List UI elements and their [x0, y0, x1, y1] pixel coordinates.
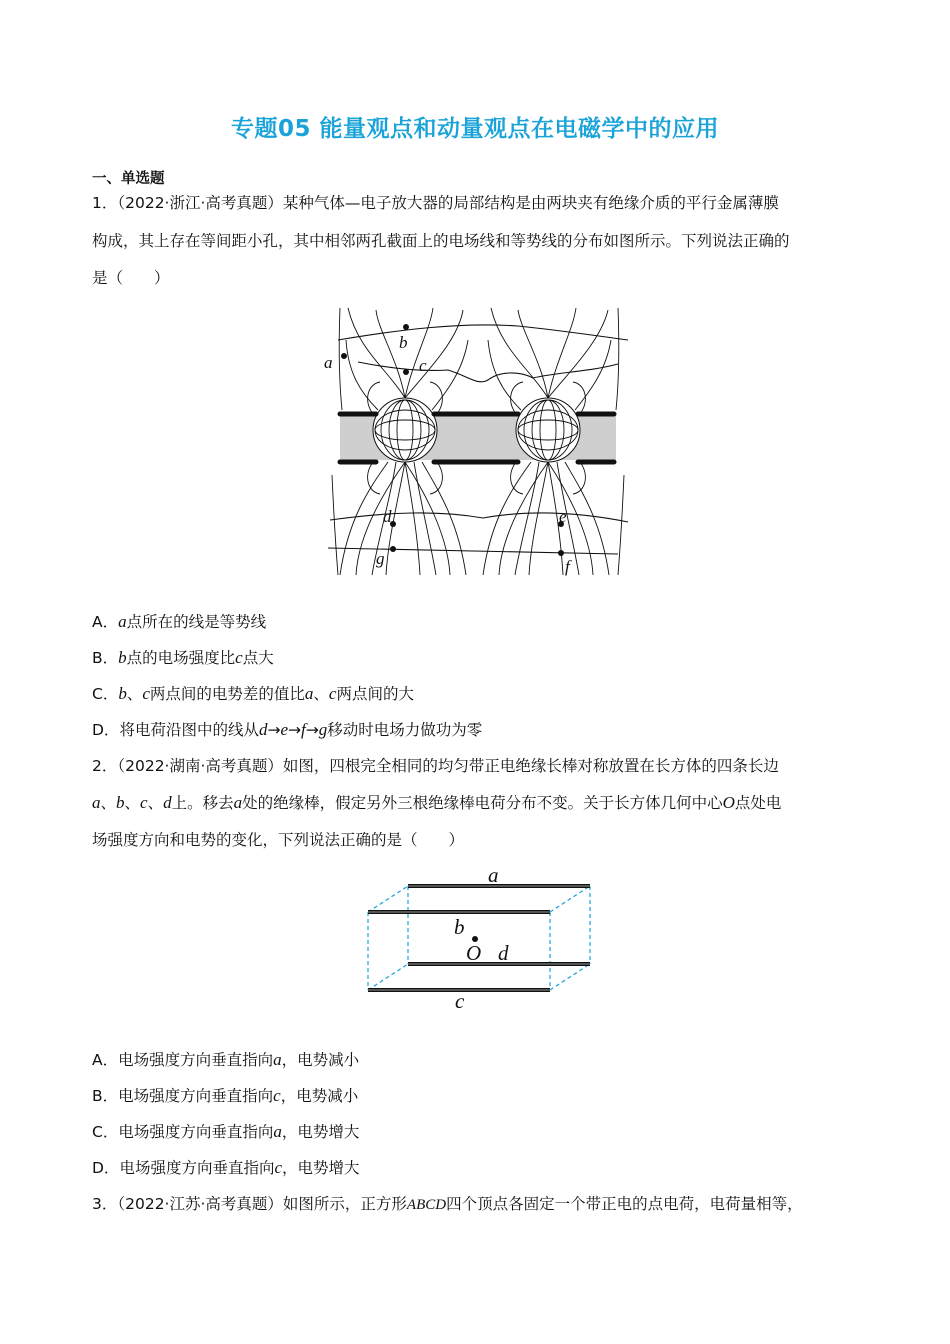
option-prefix: A．	[92, 613, 119, 631]
arrow: →	[288, 721, 301, 739]
q2-option-c[interactable]	[92, 1120, 359, 1144]
q2-label-a: a	[488, 863, 499, 887]
variable: a	[273, 1050, 282, 1069]
variable: c	[274, 1158, 282, 1177]
q1-label-d: d	[383, 507, 392, 526]
q1-option-d[interactable]	[92, 718, 482, 742]
variable: b	[118, 648, 127, 667]
q1-label-b: b	[399, 333, 408, 352]
variable: e	[280, 720, 288, 739]
arrow: →	[267, 721, 281, 739]
variable: a	[118, 612, 127, 631]
q3-stem-line1	[92, 1192, 803, 1217]
q1-label-g: g	[376, 549, 385, 568]
variable: c	[273, 1086, 281, 1105]
option-text: 电场强度方向垂直指向	[119, 1159, 275, 1177]
variable: d	[163, 793, 172, 812]
q1-label-e: e	[559, 507, 567, 526]
q1-option-c[interactable]	[92, 682, 414, 706]
variable: f	[301, 720, 306, 739]
option-text: 点的电场强度比	[126, 649, 236, 667]
option-prefix: C．	[92, 685, 119, 703]
q2-option-a[interactable]	[92, 1048, 359, 1072]
q2-box-figure	[360, 862, 600, 1012]
stem-text: 上。移去	[171, 794, 234, 812]
option-text: 移动时电场力做功为零	[327, 721, 483, 739]
option-prefix: D．	[92, 721, 120, 739]
variable: g	[318, 720, 328, 739]
option-prefix: B．	[92, 1087, 119, 1105]
option-text: 电场强度方向垂直指向	[118, 1123, 274, 1141]
option-prefix: D．	[92, 1159, 120, 1177]
q2-stem-line2	[92, 791, 781, 815]
separator: 、	[147, 794, 164, 812]
option-text: 电场强度方向垂直指向	[118, 1087, 274, 1105]
q2-stem-line1: 2．（2022·湖南·高考真题）如图，四根完全相同的均匀带正电绝缘长棒对称放置在长方体的四条长边	[92, 757, 779, 775]
arrow: →	[305, 721, 319, 739]
variable: a	[233, 793, 243, 812]
option-prefix: B．	[92, 649, 119, 667]
q1-stem-line1: 1．（2022·浙江·高考真题）某种气体—电子放大器的局部结构是由两块夹有绝缘介质的平行金属薄膜	[92, 194, 779, 212]
variable: ABCD	[406, 1197, 447, 1213]
option-text: 点所在的线是等势线	[126, 613, 267, 631]
variable: c	[328, 684, 337, 703]
variable: c	[142, 684, 150, 703]
q1-option-a[interactable]	[92, 610, 266, 634]
q2-label-c: c	[455, 989, 465, 1012]
option-text: ，电势增大	[281, 1123, 360, 1141]
separator: 、	[313, 685, 329, 703]
q2-option-b[interactable]	[92, 1084, 358, 1108]
variable: a	[304, 684, 314, 703]
q1-option-b[interactable]	[92, 646, 274, 670]
separator: 、	[100, 794, 117, 812]
variable: c	[140, 793, 148, 812]
option-prefix: C．	[92, 1123, 119, 1141]
q2-label-b: b	[454, 915, 465, 939]
option-text: ，电势增大	[282, 1159, 360, 1177]
variable: b	[116, 793, 125, 812]
variable: O	[722, 793, 735, 812]
option-text: 将电荷沿图中的线从	[119, 721, 259, 739]
section-heading: 一、单选题	[92, 171, 165, 187]
option-text: ，电势减小	[281, 1051, 360, 1069]
q1-field-figure	[318, 300, 636, 582]
separator: 、	[126, 685, 143, 703]
stem-text: 处的绝缘棒，假定另外三根绝缘棒电荷分布不变。关于长方体几何中心	[242, 794, 723, 812]
q2-stem-line3: 场强度方向和电势的变化，下列说法正确的是（ ）	[92, 831, 465, 849]
option-prefix: A．	[92, 1051, 119, 1069]
q1-stem-line3: 是（ ）	[92, 269, 170, 287]
stem-text: 四个顶点各固定一个带正电的点电荷，电荷量相等，	[446, 1195, 803, 1213]
option-text: 电场强度方向垂直指向	[118, 1051, 274, 1069]
stem-text: 3．（2022·江苏·高考真题）如图所示，正方形	[92, 1195, 407, 1213]
q1-label-a: a	[324, 353, 333, 372]
option-text: ，电势减小	[280, 1087, 359, 1105]
separator: 、	[124, 794, 141, 812]
stem-text: 点处电	[734, 794, 782, 812]
q2-label-O: O	[466, 941, 482, 965]
variable: a	[92, 793, 101, 812]
q1-label-c: c	[419, 356, 427, 375]
option-text: 两点间的电势差的值比	[149, 685, 305, 703]
q1-stem-line2: 构成，其上存在等间距小孔，其中相邻两孔截面上的电场线和等势线的分布如图所示。下列说法正确的	[92, 232, 790, 250]
variable: b	[118, 684, 127, 703]
page-title: 专题05 能量观点和动量观点在电磁学中的应用	[230, 116, 719, 142]
q2-label-d: d	[498, 941, 509, 965]
option-text: 点大	[242, 649, 274, 667]
q2-option-d[interactable]	[92, 1156, 360, 1180]
q1-label-f: f	[565, 557, 570, 576]
option-text: 两点间的大	[336, 685, 414, 703]
variable: d	[258, 720, 268, 739]
variable: c	[235, 648, 243, 667]
variable: a	[273, 1122, 282, 1141]
